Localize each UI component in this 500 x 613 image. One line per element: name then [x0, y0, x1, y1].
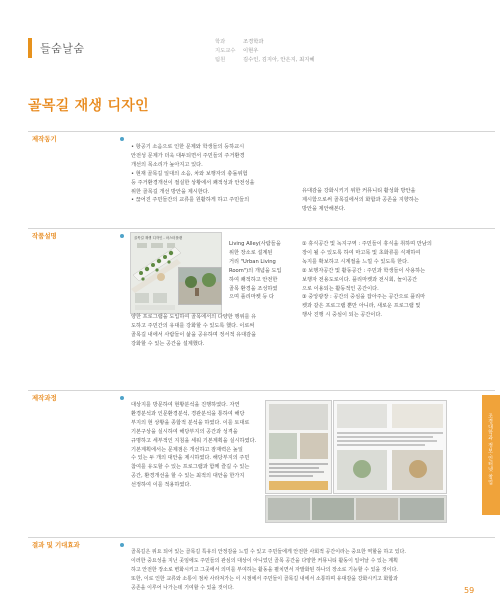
process-text [131, 401, 256, 490]
text-line: Living Alley(사람들을 [229, 241, 281, 247]
text-line: 환경분석과 인문환경분석, 경관분석을 통하여 해당 [131, 410, 245, 417]
text-line: 위한 장소로 설계된 [229, 249, 273, 256]
text-line: 선정하여 이를 적용하였다. [131, 482, 192, 489]
perspective-photo [178, 267, 222, 305]
chapter-side-tab [482, 395, 500, 515]
text-line: 공간, 환경개선을 할 수 있는 최적의 대안을 한가지 [131, 473, 245, 480]
text-line: 행사 진행 시 중심이 되는 공간이다. [302, 312, 383, 319]
text-line: 켓과 같은 프로그램 뿐만 아니라, 새로운 프로그램 및 [302, 303, 421, 310]
text-line: 등 주거환경개선이 절실한 상황에서 쾌적성과 안전성을 [131, 179, 255, 186]
team-name: 들숨날숨 [40, 42, 85, 55]
text-line: ① 휴식공간 및 녹지구역 : 주민들이 휴식을 취하며 만남의 [302, 241, 432, 247]
text-line: 하여 쾌적하고 안전한 [229, 276, 278, 283]
text-line: • 끊어진 주민들간의 교류를 원활하게 하고 주민들의 [131, 197, 250, 204]
text-line: Room")의 개념을 도입 [229, 267, 282, 274]
page-title: 골목길 재생 디자인 [28, 98, 149, 114]
section-bullet-dot [120, 234, 124, 238]
results-text [131, 548, 406, 593]
text-line: • 현재 골목길 일대의 소음, 차와 보행자의 충돌위험 [131, 170, 248, 177]
text-line: 참여를 유도할 수 있는 프로그램과 함께 즐길 수 있는 [131, 464, 250, 471]
section-label-motivation: 제작동기 [32, 135, 57, 143]
perspective-drawing [179, 268, 221, 304]
text-line: 도하고 주민간의 유대를 강화할 수 있도록 했다. 이로써 [131, 322, 255, 329]
page-number: 59 [464, 586, 475, 595]
concept-board-image [333, 400, 447, 494]
section-divider [28, 228, 495, 229]
section-divider [28, 537, 495, 538]
text-line: 대상지를 방문하여 현황분석을 진행하였다. 자연 [131, 402, 240, 408]
text-line: ③ 중앙광장 : 공간의 중심을 잡아주는 공간으로 플리마 [302, 294, 426, 301]
text-line: 골목길은 위요 되어 있는 골목길 특유의 안정감을 느낄 수 있고 주민들에게 안전한 사회적 공간이라는 중요한 역할을 하고 있다. [131, 549, 406, 555]
section-divider [28, 390, 495, 391]
meta-value: 조경학과 [243, 39, 264, 45]
text-line: 이러한 중요성을 지닌 곳임에도 주민들의 관심의 대상이 아니었던 골목 공간을 다양한 커뮤니티 활동이 일어날 수 있는 계획 [131, 557, 398, 564]
text-line: 거리 "Urban Living [229, 258, 276, 265]
site-photos-drawing [266, 496, 446, 522]
text-line: 골목 환경을 조성하였 [229, 285, 278, 292]
text-line: 유대감을 강화시키기 위한 커뮤니티 활성화 방안을 [302, 188, 416, 194]
meta-key: 팀원 [215, 57, 226, 63]
section-bullet-dot [120, 137, 124, 141]
text-line: • 항공기 소음으로 인한 문제와 학생들의 등하교시 [131, 144, 245, 150]
description-text-right [302, 240, 432, 320]
site-photo-strip [265, 495, 447, 523]
text-line: 안전성 문제가 더욱 대두되면서 주민들의 주거환경 [131, 152, 245, 159]
section-divider [28, 131, 495, 132]
text-line: 골목길 내에서 사람들이 삶을 공유하며 정서적 유대감을 [131, 331, 257, 338]
text-line: 또한, 이로 인한 교류와 소통이 점차 사라져가는 이 시점에서 주민들이 골목길 내에서 소통하며 유대감을 강화시키고 화합과 [131, 575, 398, 582]
text-line: 방안을 제안해본다. [302, 205, 346, 212]
team-accent-bar [28, 38, 32, 58]
meta-row-advisor [215, 46, 258, 54]
text-line: 보행자 전용도로이다. 플리마켓과 전시회, 놀이공간 [302, 276, 418, 283]
text-line: 위한 골목길 개선 방안을 제시한다. [131, 188, 210, 195]
text-line: ② 보행자공간 및 활동공간 : 주민과 학생들이 사용하는 [302, 267, 426, 274]
text-line: 규명하고 세부적인 지침을 세워 기본계획을 실시하였다. [131, 437, 257, 444]
motivation-text-left [131, 143, 255, 205]
analysis-image [265, 400, 332, 494]
text-line: 공존을 이루어 나가는데 기여할 수 있을 것이다. [131, 584, 234, 591]
text-line: 기본구상을 실시하여 해당부지의 공간과 성격을 [131, 428, 238, 435]
meta-key: 학과 [215, 39, 226, 45]
meta-row-members [215, 55, 315, 63]
text-line: 장이 될 수 있도록 하여 마고목 및 초화류를 식재하여 [302, 249, 421, 256]
text-line: 수 있는 두 개의 대안을 제시하였다. 해당부지의 주민 [131, 455, 250, 462]
text-line: 부지의 현 상황을 종합적 분석을 하였다. 이를 토대로 [131, 419, 250, 426]
text-line: 강화할 수 있는 공간을 설계했다. [131, 340, 205, 347]
description-text-left-top [229, 240, 282, 302]
section-bullet-dot [120, 543, 124, 547]
motivation-text-right [302, 187, 419, 214]
concept-board-drawing [334, 401, 446, 493]
analysis-drawing [266, 401, 331, 493]
section-bullet-dot [120, 396, 124, 400]
text-line: 녹지를 확보하고 시계절을 느낄 수 있도록 한다. [302, 258, 409, 265]
text-line: 으며 플리마켓 등 다 [229, 294, 275, 301]
section-label-description: 작품설명 [32, 232, 57, 240]
text-line: 하고 안전한 장소로 변화시키고 그곳에서 의미를 부여하는 활동을 펼치면서 자발화된 하나의 장소로 기능할 수 있을 것이다. [131, 566, 398, 573]
text-line: 으로 이용되는 활동적인 공간이다. [302, 285, 379, 292]
section-label-results: 결과 및 기대효과 [32, 541, 80, 549]
meta-row-department [215, 37, 263, 45]
text-line: 양한 프로그램을 도입하여 골목에서의 다양한 행위를 유 [131, 314, 257, 320]
plan-header: 골목길 재생 디자인 - 마스터플랜 [134, 236, 183, 240]
meta-key: 지도교수 [215, 48, 236, 54]
description-text-left-bottom [131, 313, 256, 349]
text-line: 기본계획에서는 문제점은 개선하고 잠재력은 높일 [131, 446, 243, 453]
meta-value: 이현우 [243, 48, 259, 54]
meta-value: 김수인, 김지아, 안은지, 최지혜 [243, 57, 315, 63]
side-tab-label: 조경대학과 정보·인터넷 창업 [487, 413, 493, 486]
section-label-process: 제작과정 [32, 394, 57, 402]
text-line: 제시함으로써 골목길에서의 화합과 공존을 지향하는 [302, 196, 419, 203]
text-line: 개선의 목소리가 높아지고 있다. [131, 161, 203, 168]
